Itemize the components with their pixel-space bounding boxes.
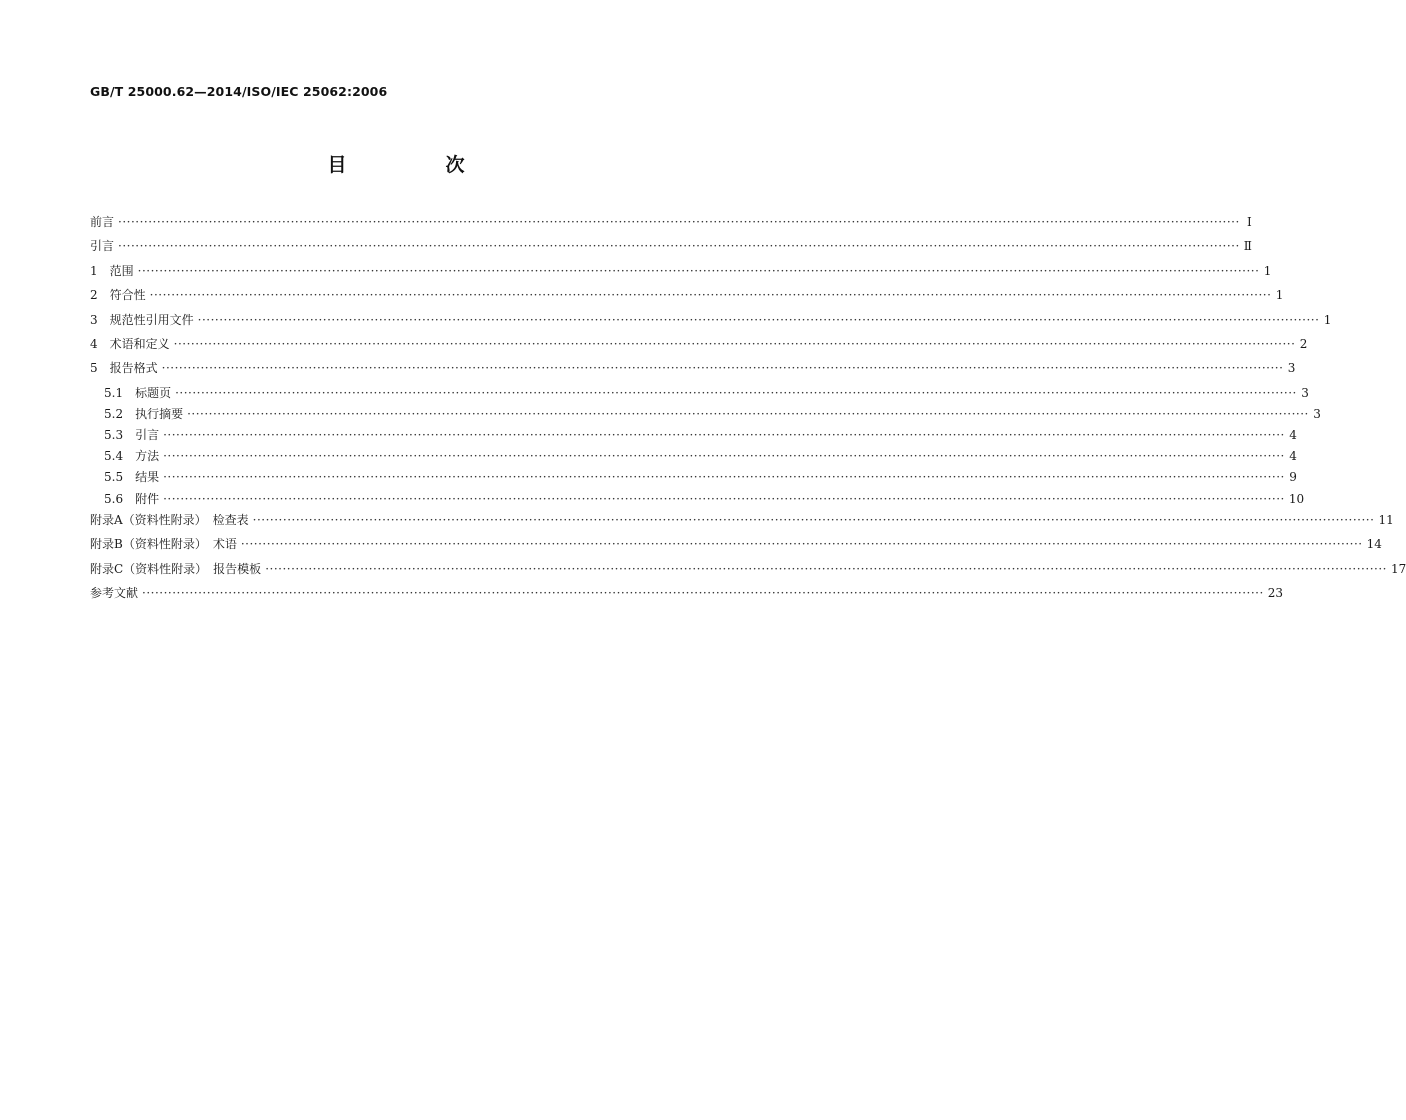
toc-entry-page: 4 — [1289, 449, 1297, 464]
toc-entry-page: Ⅰ — [1247, 215, 1252, 229]
toc-entry-label: 前言 — [90, 215, 115, 229]
toc-leader-dots: ···································································································································································································································································· — [137, 263, 1260, 278]
toc-entry-label: 5.4 方法 — [104, 449, 160, 464]
toc-entry-terms-definitions[interactable] — [90, 336, 1308, 361]
toc-entry-page: 11 — [1378, 512, 1394, 527]
toc-entry-label: 5.1 标题页 — [104, 385, 172, 400]
toc-title: 目 次 — [327, 154, 505, 176]
toc-entry-executive-summary[interactable] — [90, 406, 1321, 428]
toc-entry-label: 1 范围 — [90, 263, 134, 278]
toc-entry-page: 1 — [1263, 263, 1272, 278]
toc-entry-page: 1 — [1323, 312, 1332, 327]
toc-leader-dots: ···································································································································································································································································· — [163, 491, 1285, 506]
toc-leader-dots: ···································································································································································································································································· — [163, 428, 1285, 443]
toc-leader-dots: ···································································································································································································································································· — [240, 537, 1363, 552]
toc-leader-dots: ···································································································································································································································································· — [175, 385, 1297, 400]
toc-entry-results[interactable] — [90, 470, 1297, 491]
toc-leader-dots: ···································································································································································································································································· — [163, 449, 1285, 464]
toc-entry-label: 2 符合性 — [90, 288, 146, 303]
toc-entry-annex-b[interactable] — [90, 537, 1382, 561]
toc-entry-introduction[interactable] — [90, 239, 1252, 263]
toc-leader-dots: ···································································································································································································································································· — [163, 470, 1285, 485]
toc-entry-page: 4 — [1289, 428, 1297, 443]
toc-entry-title-page[interactable] — [90, 385, 1309, 407]
toc-entry-label: 附录A（资料性附录） 检查表 — [90, 512, 249, 527]
toc-entry-page: 9 — [1289, 470, 1297, 485]
toc-leader-dots: ···································································································································································································································································· — [142, 586, 1264, 601]
toc-leader-dots: ···································································································································································································································································· — [118, 239, 1240, 254]
toc-entry-page: 17 — [1390, 561, 1406, 576]
toc-entry-scope[interactable] — [90, 263, 1272, 288]
toc-leader-dots: ···································································································································································································································································· — [118, 215, 1240, 229]
toc-leader-dots: ···································································································································································································································································· — [161, 361, 1284, 376]
toc-entry-page: 2 — [1299, 336, 1308, 351]
toc-entry-page: 3 — [1287, 361, 1296, 376]
toc-entry-label: 参考文献 — [90, 586, 139, 601]
toc-entry-section-introduction[interactable] — [90, 428, 1297, 449]
toc-entry-report-format[interactable] — [90, 361, 1296, 385]
toc-entry-label: 5 报告格式 — [90, 361, 158, 376]
toc-entry-page: 1 — [1275, 288, 1284, 303]
toc-entry-foreword[interactable] — [90, 215, 1252, 239]
toc-entry-label: 4 术语和定义 — [90, 336, 170, 351]
toc-entry-page: 10 — [1288, 491, 1305, 506]
toc-entry-appendices[interactable] — [90, 491, 1305, 513]
toc-entry-page: 3 — [1313, 406, 1321, 421]
toc-entry-page: 3 — [1301, 385, 1309, 400]
toc-entry-normative-references[interactable] — [90, 312, 1332, 337]
toc-leader-dots: ···································································································································································································································································· — [252, 512, 1375, 527]
toc-entry-label: 5.2 执行摘要 — [104, 406, 184, 421]
toc-entry-page: Ⅱ — [1243, 239, 1252, 254]
toc-entry-bibliography[interactable] — [90, 586, 1284, 610]
toc-entry-page: 14 — [1366, 537, 1382, 552]
toc-leader-dots: ···································································································································································································································································· — [149, 288, 1272, 303]
table-of-contents — [90, 215, 1406, 610]
toc-entry-label: 5.6 附件 — [104, 491, 160, 506]
toc-leader-dots: ···································································································································································································································································· — [265, 561, 1387, 576]
toc-leader-dots: ···································································································································································································································································· — [187, 406, 1309, 421]
toc-entry-label: 引言 — [90, 239, 115, 254]
toc-entry-annex-a[interactable] — [90, 512, 1394, 537]
toc-leader-dots: ···································································································································································································································································· — [197, 312, 1320, 327]
toc-entry-label: 5.3 引言 — [104, 428, 160, 443]
toc-entry-conformance[interactable] — [90, 288, 1284, 312]
toc-entry-label: 附录C（资料性附录） 报告模板 — [90, 561, 262, 576]
toc-entry-label: 3 规范性引用文件 — [90, 312, 194, 327]
toc-leader-dots: ···································································································································································································································································· — [173, 336, 1296, 351]
toc-entry-method[interactable] — [90, 449, 1297, 470]
toc-entry-label: 5.5 结果 — [104, 470, 160, 485]
standard-code: GB/T 25000.62—2014/ISO/IEC 25062:2006 — [90, 84, 388, 99]
toc-entry-annex-c[interactable] — [90, 561, 1406, 586]
toc-entry-label: 附录B（资料性附录） 术语 — [90, 537, 237, 552]
toc-entry-page: 23 — [1267, 586, 1284, 601]
